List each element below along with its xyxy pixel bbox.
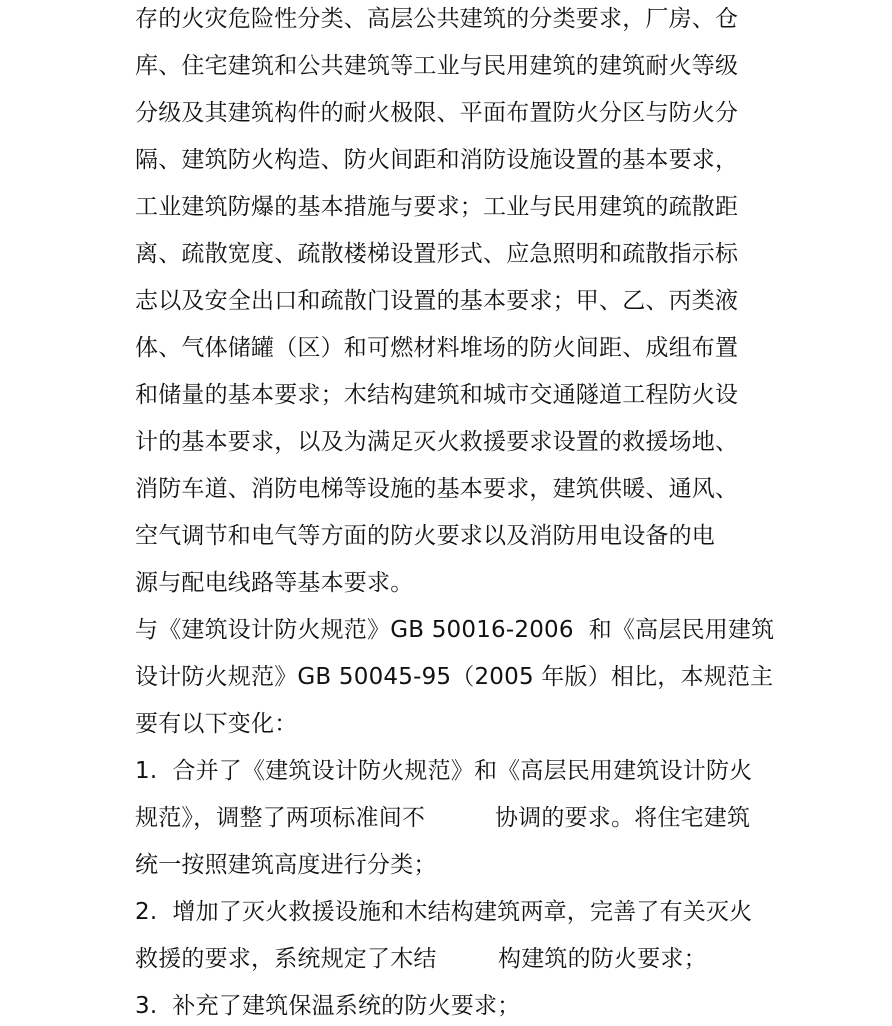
body-text-line: 志以及安全出口和疏散门设置的基本要求；甲、乙、丙类液 (135, 288, 739, 314)
body-text-line: 空气调节和电气等方面的防火要求以及消防用电设备的电 (135, 523, 715, 549)
list-item-line: 3. 补充了建筑保温系统的防火要求； (135, 993, 521, 1019)
body-text-line: 离、疏散宽度、疏散楼梯设置形式、应急照明和疏散指示标 (135, 241, 739, 267)
list-item-line: 统一按照建筑高度进行分类； (135, 852, 437, 878)
body-text-line: 工业建筑防爆的基本措施与要求；工业与民用建筑的疏散距 (135, 194, 739, 220)
body-text-line: 体、气体储罐（区）和可燃材料堆场的防火间距、成组布置 (135, 335, 739, 361)
body-text-line: 隔、建筑防火构造、防火间距和消防设施设置的基本要求， (135, 147, 739, 173)
list-item-line: 1. 合并了《建筑设计防火规范》和《高层民用建筑设计防火 (135, 758, 753, 784)
list-item-line: 救援的要求，系统规定了木结 (135, 946, 437, 972)
list-item-line-tail: 构建筑的防火要求； (498, 946, 707, 972)
body-text-line: 分级及其建筑构件的耐火极限、平面布置防火分区与防火分 (135, 100, 739, 126)
list-item-line: 2. 增加了灭火救援设施和木结构建筑两章，完善了有关灭火 (135, 899, 753, 925)
body-text-line: 与《建筑设计防火规范》GB 50016-2006 和《高层民用建筑 (135, 617, 775, 643)
body-text-line: 存的火灾危险性分类、高层公共建筑的分类要求，厂房、仓 (135, 6, 739, 32)
body-text-line: 要有以下变化： (135, 711, 298, 737)
body-text-line: 库、住宅建筑和公共建筑等工业与民用建筑的建筑耐火等级 (135, 53, 739, 79)
body-text-line: 源与配电线路等基本要求。 (135, 570, 414, 596)
body-text-line: 设计防火规范》GB 50045-95（2005 年版）相比，本规范主 (135, 664, 774, 690)
list-item-line: 规范》，调整了两项标准间不 (135, 805, 426, 831)
body-text-line: 消防车道、消防电梯等设施的基本要求，建筑供暖、通风、 (135, 476, 739, 502)
list-item-line-tail: 协调的要求。将住宅建筑 (495, 805, 751, 831)
body-text-line: 和储量的基本要求；木结构建筑和城市交通隧道工程防火设 (135, 382, 739, 408)
body-text-line: 计的基本要求，以及为满足灭火救援要求设置的救援场地、 (135, 429, 739, 455)
